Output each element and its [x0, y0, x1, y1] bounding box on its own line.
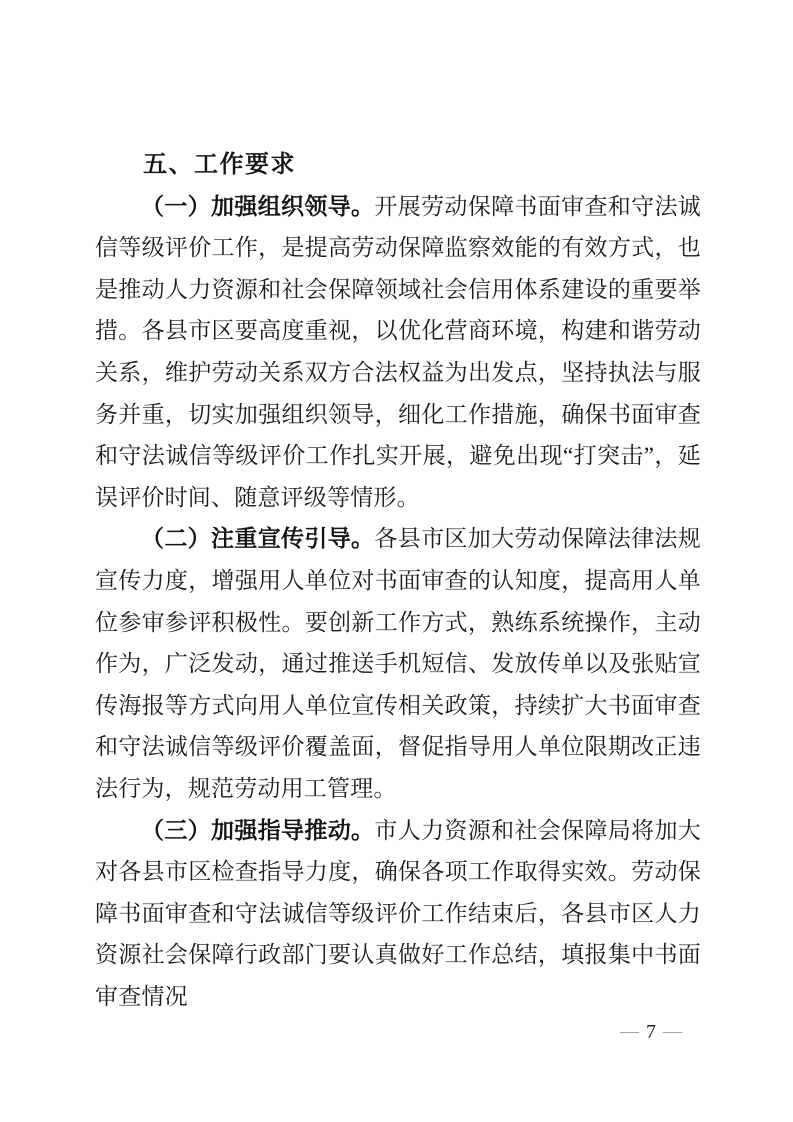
paragraph-2-lead: （二）注重宣传引导。	[141, 526, 375, 552]
document-body	[95, 144, 701, 1017]
paragraph-3-lead: （三）加强指导推动。	[141, 817, 375, 843]
paragraph-3-text: 市人力资源和社会保障局将加大对各县市区检查指导力度，确保各项工作取得实效。劳动保障书面审查和守法诚信等级评价工作结束后，各县市区人力资源社会保障行政部门要认真做好工作总结，填报集中书面审查情况	[95, 817, 701, 1009]
paragraph-1-text: 开展劳动保障书面审查和守法诚信等级评价工作，是提高劳动保障监察效能的有效方式，也是推动人力资源和社会保障领域社会信用体系建设的重要举措。各县市区要高度重视，以优化营商环境，构建和谐劳动关系，维护劳动关系双方合法权益为出发点，坚持执法与服务并重，切实加强组织领导，细化工作措施，确保书面审查和守法诚信等级评价工作扎实开展，避免出现“打突击”，延误评价时间、随意评级等情形。	[95, 193, 701, 510]
paragraph-1-lead: （一）加强组织领导。	[141, 193, 375, 219]
paragraph-guidance-promotion	[95, 810, 701, 1018]
page-number-dash-right: —	[663, 1021, 682, 1042]
page-number-value: 7	[646, 1021, 656, 1043]
section-heading: 五、工作要求	[143, 151, 296, 178]
page-number	[616, 1021, 686, 1043]
paragraph-publicity-guidance	[95, 518, 701, 809]
page-number-dash-left: —	[620, 1021, 639, 1042]
paragraph-2-text: 各县市区加大劳动保障法律法规宣传力度，增强用人单位对书面审查的认知度，提高用人单位参审参评积极性。要创新工作方式，熟练系统操作，主动作为，广泛发动，通过推送手机短信、发放传单以及张贴宣传海报等方式向用人单位宣传相关政策，持续扩大书面审查和守法诚信等级评价覆盖面，督促指导用人单位限期改正违法行为，规范劳动用工管理。	[95, 526, 701, 801]
paragraph-organizational-leadership	[95, 186, 701, 519]
